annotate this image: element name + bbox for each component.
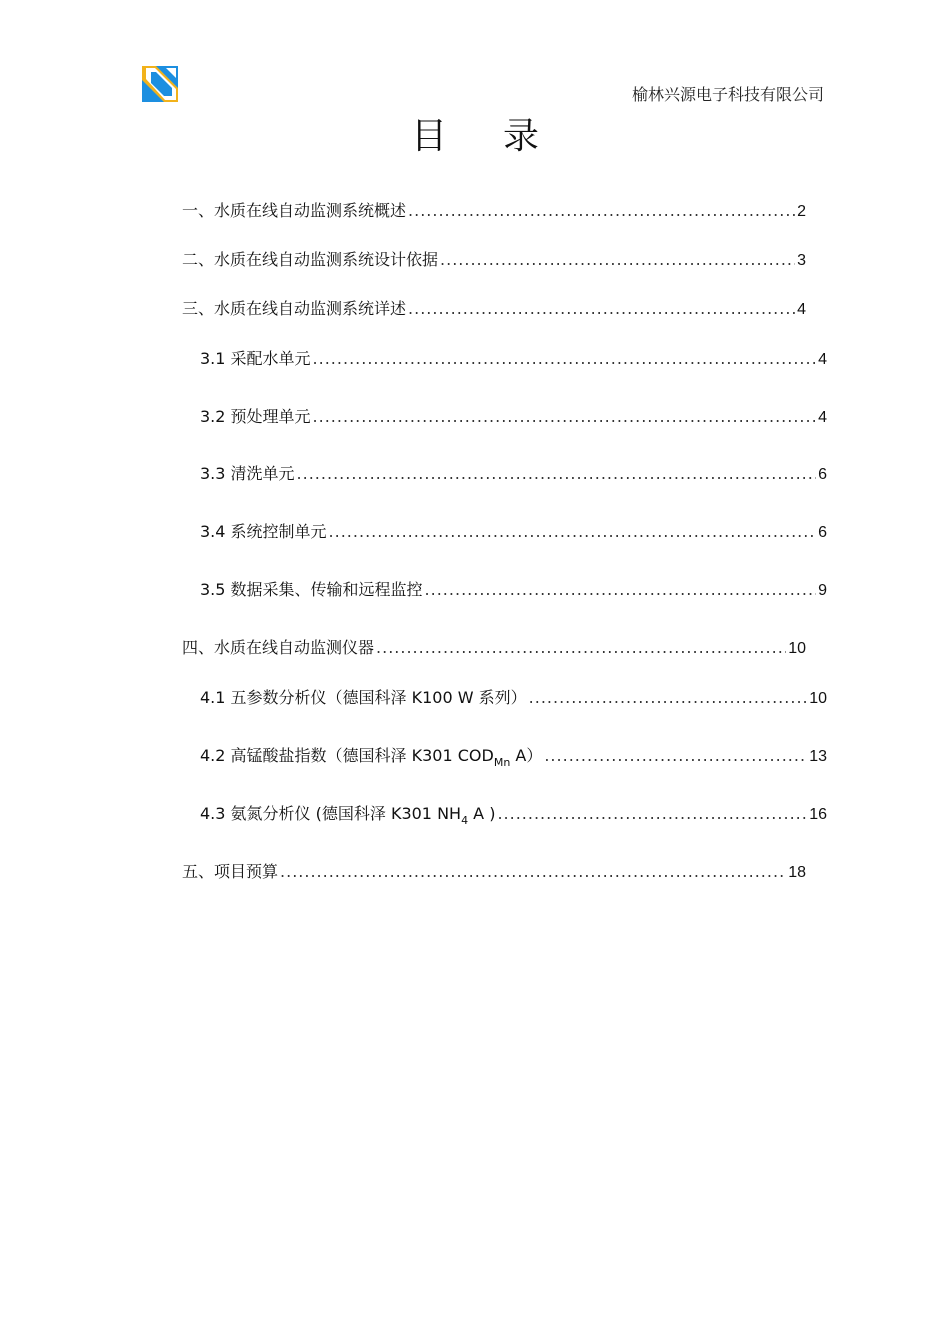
toc-entry-label: 3.5 数据采集、传输和远程监控 [200,580,423,599]
toc-entry-label: 二、水质在线自动监测系统设计依据 [182,250,439,269]
toc-leader [280,862,786,881]
toc-leader [529,688,808,707]
xy-logo-icon [142,66,178,102]
toc-leader [425,580,817,599]
toc-entry[interactable] [200,519,827,542]
toc-entry-label: 3.3 清洗单元 [200,464,295,483]
toc-label-text: 4.2 高锰酸盐指数（德国科泽 K301 COD [200,746,494,765]
toc-entry[interactable] [200,577,827,600]
page-title: 目录 [410,116,595,157]
toc-entry[interactable] [182,198,806,221]
toc-leader [313,407,817,426]
toc-leader [329,522,817,541]
toc-leader [440,250,795,269]
toc-entry[interactable] [200,743,827,769]
toc-entry-page: 10 [788,640,806,657]
company-name: 榆林兴源电子科技有限公司 [631,85,824,104]
toc-label-text: A） [510,746,543,765]
toc-entry-page: 6 [818,524,827,541]
toc-label-subscript: Mn [493,756,511,769]
toc-entry[interactable] [182,859,806,882]
toc-entry-label: 五、项目预算 [182,862,279,881]
toc-entry-page: 4 [818,409,827,426]
toc-entry-page: 2 [797,203,806,220]
toc-entry-label: 四、水质在线自动监测仪器 [182,638,375,657]
toc-entry-page: 18 [788,864,806,881]
toc-label-text: 4.3 氨氮分析仪 (德国科泽 K301 NH [200,804,462,823]
toc-label-text: A ) [468,804,496,823]
toc-leader [544,746,807,765]
toc-entry[interactable] [182,635,806,658]
toc-leader [297,464,817,483]
toc-entry[interactable] [200,461,827,484]
toc-entry-page: 9 [818,582,827,599]
toc-entry[interactable] [182,247,806,270]
toc-label-subscript: 4 [461,814,469,827]
toc-entry-label: 4.1 五参数分析仪（德国科泽 K100 W 系列） [200,688,527,707]
toc-entry-label: 三、水质在线自动监测系统详述 [182,299,407,318]
toc-entry[interactable] [200,801,827,827]
toc-leader [497,804,807,823]
toc-entry-page: 4 [818,351,827,368]
toc-entry-page: 16 [809,806,827,823]
toc-entry-page: 13 [809,748,827,765]
toc-entry[interactable] [200,404,827,427]
toc-entry[interactable] [182,296,806,319]
toc-entry-label [200,743,543,769]
toc-leader [313,349,817,368]
toc-entry-label: 3.1 采配水单元 [200,349,311,368]
toc-entry-page: 4 [797,301,806,318]
toc-entry[interactable] [200,685,827,708]
toc-entry-label: 3.4 系统控制单元 [200,522,327,541]
toc-entry-page: 10 [809,690,827,707]
toc-entry-label [200,801,496,827]
toc-leader [408,299,795,318]
toc-entry-label: 3.2 预处理单元 [200,407,311,426]
toc-entry[interactable] [200,346,827,369]
toc-entry-page: 6 [818,466,827,483]
toc-leader [408,201,795,220]
toc-entry-label: 一、水质在线自动监测系统概述 [182,201,407,220]
toc-entry-page: 3 [797,252,806,269]
toc-leader [376,638,786,657]
